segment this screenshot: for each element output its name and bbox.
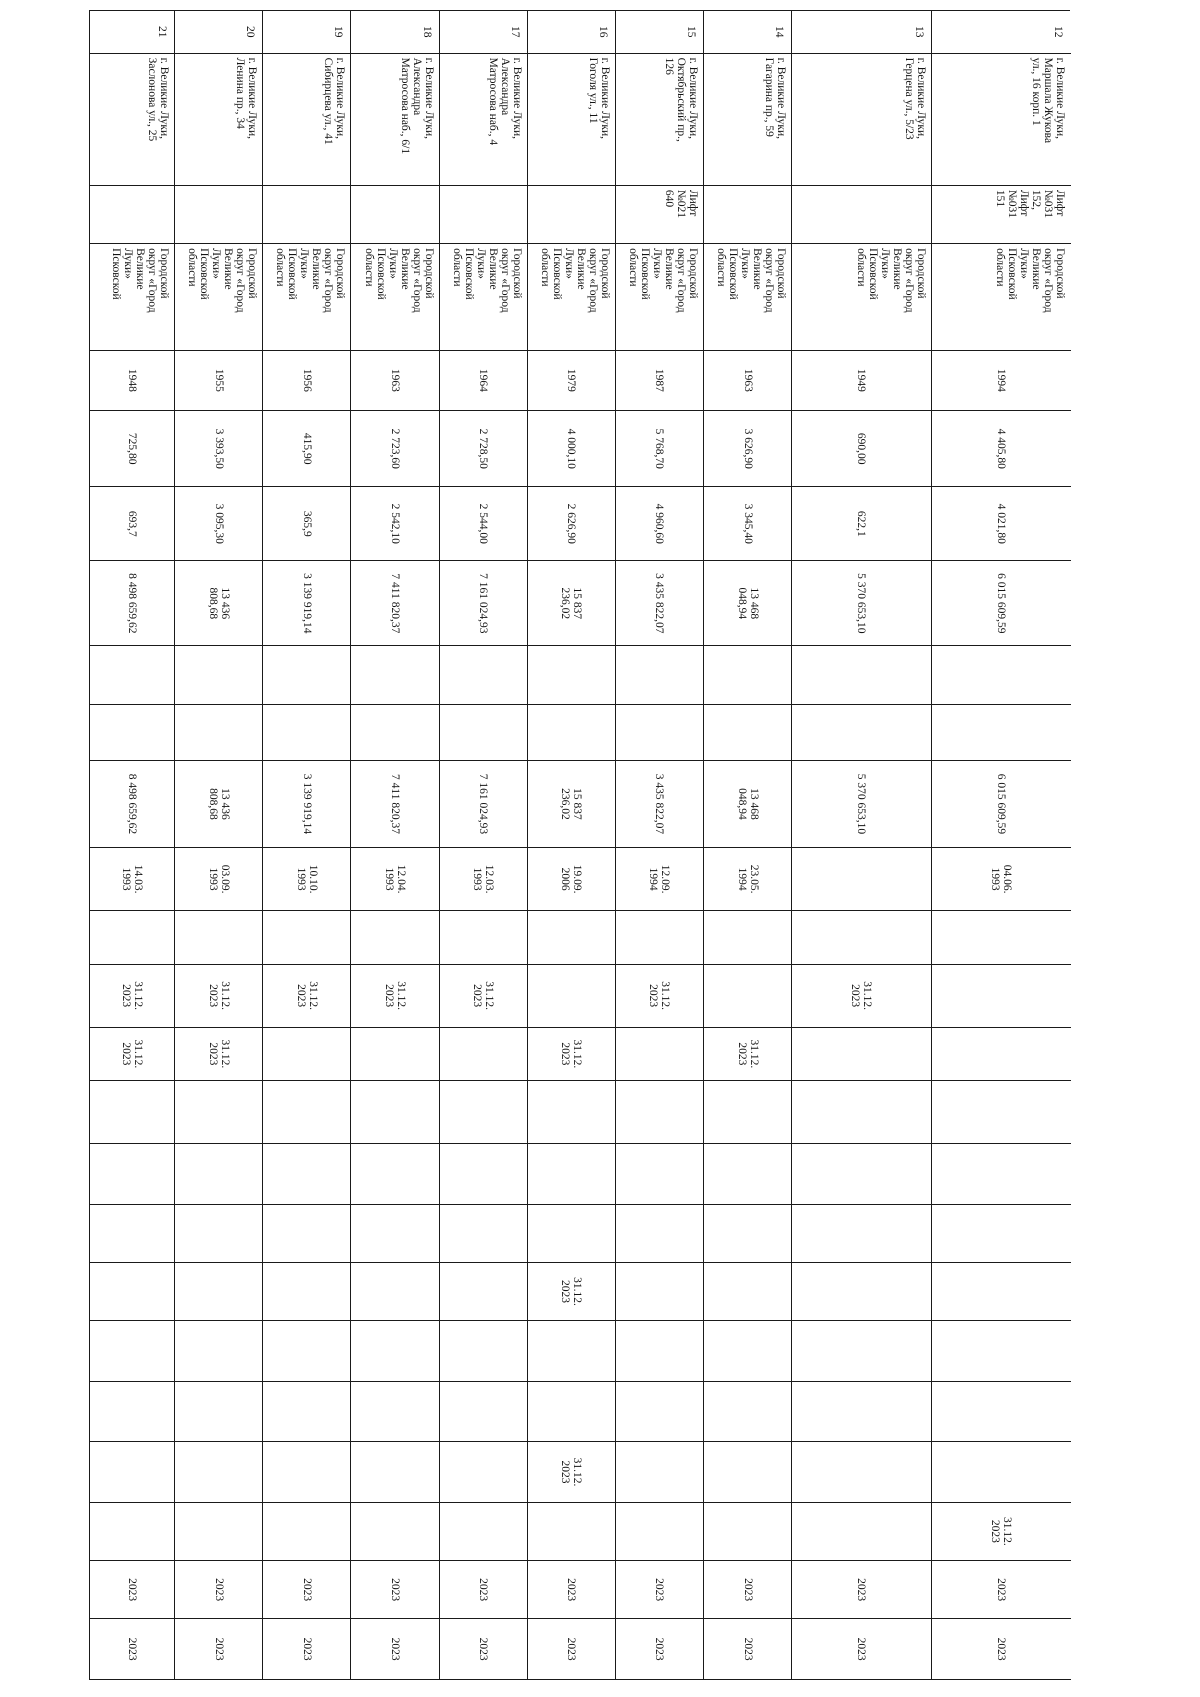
- empty-cell: [792, 1381, 931, 1442]
- deadline-cell: [704, 1442, 792, 1503]
- row-number: 19: [263, 11, 351, 54]
- total-area-cell: 5 768,70: [615, 411, 703, 487]
- row-number: 17: [439, 11, 527, 54]
- deadline-cell: 31.12. 2023: [792, 964, 931, 1027]
- cost-repeat-cell: 13 468 048,94: [704, 760, 792, 847]
- deadline-cell: [439, 1262, 527, 1320]
- deadline-cell: [263, 1442, 351, 1503]
- plan-year-cell: 2023: [704, 1619, 792, 1680]
- empty-cell: [704, 704, 792, 760]
- total-area-cell: 690,00: [792, 411, 931, 487]
- deadline-cell: [792, 1502, 931, 1560]
- lift-cell: [174, 185, 262, 243]
- address-cell: г. Великие Луки, Октябрьский пр., 126: [615, 53, 703, 185]
- table-row: [931, 11, 1070, 1680]
- empty-cell: [615, 1144, 703, 1205]
- empty-cell: [704, 1081, 792, 1144]
- empty-cell: [351, 704, 439, 760]
- owner-cell: Городской округ «Город Великие Луки» Псковской области: [931, 244, 1070, 350]
- date-cell: 23.05. 1994: [704, 848, 792, 911]
- empty-cell: [90, 1381, 175, 1442]
- deadline-cell: 31.12. 2023: [263, 964, 351, 1027]
- deadline-cell: [792, 1262, 931, 1320]
- empty-cell: [931, 646, 1070, 704]
- cost-cell: 7 411 820,37: [351, 561, 439, 646]
- cost-cell: 6 015 609,59: [931, 561, 1070, 646]
- empty-cell: [615, 1081, 703, 1144]
- plan-year-cell: 2023: [351, 1560, 439, 1618]
- rotated-table-container: [89, 10, 1071, 1680]
- living-area-cell: 3 095,30: [174, 487, 262, 561]
- plan-year-cell: 2023: [527, 1619, 615, 1680]
- deadline-cell: [90, 1442, 175, 1503]
- cost-repeat-cell: 3 435 822,07: [615, 760, 703, 847]
- lift-cell: [351, 185, 439, 243]
- lift-cell: [704, 185, 792, 243]
- empty-cell: [439, 704, 527, 760]
- empty-cell: [174, 910, 262, 964]
- empty-cell: [792, 910, 931, 964]
- empty-cell: [90, 1204, 175, 1262]
- empty-cell: [931, 1081, 1070, 1144]
- deadline-cell: 31.12. 2023: [174, 964, 262, 1027]
- row-number: 18: [351, 11, 439, 54]
- deadline-cell: [615, 1442, 703, 1503]
- date-cell: 14.03. 1993: [90, 848, 175, 911]
- deadline-cell: [931, 1027, 1070, 1081]
- living-area-cell: 693,7: [90, 487, 175, 561]
- year-cell: 1949: [792, 350, 931, 411]
- cost-repeat-cell: 6 015 609,59: [931, 760, 1070, 847]
- plan-year-cell: 2023: [615, 1619, 703, 1680]
- deadline-cell: [704, 1262, 792, 1320]
- empty-cell: [615, 1204, 703, 1262]
- empty-cell: [704, 1381, 792, 1442]
- living-area-cell: 622,1: [792, 487, 931, 561]
- lift-cell: Лифт №031 152, Лифт №031 151: [931, 185, 1070, 243]
- cost-repeat-cell: 7 411 820,37: [351, 760, 439, 847]
- table-row: [704, 11, 792, 1680]
- owner-cell: Городской округ «Город Великие Луки» Псковской области: [704, 244, 792, 350]
- date-cell: 10.10. 1993: [263, 848, 351, 911]
- deadline-cell: [263, 1502, 351, 1560]
- empty-cell: [615, 1381, 703, 1442]
- deadline-cell: [704, 964, 792, 1027]
- row-number: 20: [174, 11, 262, 54]
- owner-cell: Городской округ «Город Великие Луки» Псковской области: [439, 244, 527, 350]
- deadline-cell: [351, 1262, 439, 1320]
- living-area-cell: 2 544,00: [439, 487, 527, 561]
- plan-year-cell: 2023: [263, 1560, 351, 1618]
- empty-cell: [439, 1204, 527, 1262]
- owner-cell: Городской округ «Город Великие Луки» Псковской области: [174, 244, 262, 350]
- empty-cell: [351, 1321, 439, 1382]
- living-area-cell: 3 345,40: [704, 487, 792, 561]
- date-cell: [792, 848, 931, 911]
- plan-year-cell: 2023: [527, 1560, 615, 1618]
- address-cell: г. Великие Луки, Ленина пр., 34: [174, 53, 262, 185]
- lift-cell: [527, 185, 615, 243]
- lift-cell: Лифт №021 640: [615, 185, 703, 243]
- living-area-cell: 4 021,80: [931, 487, 1070, 561]
- deadline-cell: 31.12. 2023: [527, 1442, 615, 1503]
- deadline-cell: 31.12. 2023: [615, 964, 703, 1027]
- date-cell: 12.04. 1993: [351, 848, 439, 911]
- table-row: [174, 11, 262, 1680]
- empty-cell: [931, 1204, 1070, 1262]
- owner-cell: Городской округ «Город Великие Луки» Псковской области: [351, 244, 439, 350]
- empty-cell: [931, 1144, 1070, 1205]
- empty-cell: [931, 910, 1070, 964]
- empty-cell: [527, 1081, 615, 1144]
- row-number: 14: [704, 11, 792, 54]
- empty-cell: [527, 646, 615, 704]
- empty-cell: [263, 704, 351, 760]
- table-row: [263, 11, 351, 1680]
- owner-cell: Городской округ «Город Великие Луки» Псковской области: [263, 244, 351, 350]
- empty-cell: [263, 1144, 351, 1205]
- table-row: [527, 11, 615, 1680]
- cost-cell: 3 435 822,07: [615, 561, 703, 646]
- deadline-cell: 31.12. 2023: [90, 964, 175, 1027]
- empty-cell: [704, 646, 792, 704]
- row-number: 12: [931, 11, 1070, 54]
- empty-cell: [792, 1204, 931, 1262]
- row-number: 21: [90, 11, 175, 54]
- plan-year-cell: 2023: [792, 1619, 931, 1680]
- address-cell: г. Великие Луки, Гоголя ул., 11: [527, 53, 615, 185]
- empty-cell: [351, 1144, 439, 1205]
- deadline-cell: [792, 1442, 931, 1503]
- table-row: [792, 11, 931, 1680]
- row-number: 13: [792, 11, 931, 54]
- empty-cell: [439, 1381, 527, 1442]
- deadline-cell: 31.12. 2023: [90, 1027, 175, 1081]
- empty-cell: [174, 1144, 262, 1205]
- empty-cell: [263, 910, 351, 964]
- plan-year-cell: 2023: [174, 1560, 262, 1618]
- empty-cell: [527, 1204, 615, 1262]
- plan-year-cell: 2023: [792, 1560, 931, 1618]
- date-cell: 12.09. 1994: [615, 848, 703, 911]
- year-cell: 1987: [615, 350, 703, 411]
- deadline-cell: [931, 1442, 1070, 1503]
- address-cell: г. Великие Луки, Сибирцева ул., 41: [263, 53, 351, 185]
- date-cell: 04.06. 1993: [931, 848, 1070, 911]
- total-area-cell: 3 626,90: [704, 411, 792, 487]
- lift-cell: [792, 185, 931, 243]
- address-cell: г. Великие Луки, Гагарина пр., 59: [704, 53, 792, 185]
- empty-cell: [263, 1204, 351, 1262]
- empty-cell: [792, 1144, 931, 1205]
- address-cell: г. Великие Луки, Александра Матросова наб., 4: [439, 53, 527, 185]
- address-cell: г. Великие Луки, Маршала Жукова ул., 16 корп. 1: [931, 53, 1070, 185]
- deadline-cell: [615, 1027, 703, 1081]
- total-area-cell: 415,90: [263, 411, 351, 487]
- plan-year-cell: 2023: [704, 1560, 792, 1618]
- empty-cell: [615, 910, 703, 964]
- plan-year-cell: 2023: [931, 1560, 1070, 1618]
- date-cell: 12.03. 1993: [439, 848, 527, 911]
- deadline-cell: [931, 1262, 1070, 1320]
- empty-cell: [174, 1381, 262, 1442]
- total-area-cell: 725,80: [90, 411, 175, 487]
- empty-cell: [527, 704, 615, 760]
- year-cell: 1963: [351, 350, 439, 411]
- address-cell: г. Великие Луки, Александра Матросова наб., 6/1: [351, 53, 439, 185]
- address-cell: г. Великие Луки, Герцена ул., 5/23: [792, 53, 931, 185]
- total-area-cell: 3 393,50: [174, 411, 262, 487]
- deadline-cell: [439, 1442, 527, 1503]
- table-row: [351, 11, 439, 1680]
- year-cell: 1963: [704, 350, 792, 411]
- deadline-cell: [792, 1027, 931, 1081]
- year-cell: 1948: [90, 350, 175, 411]
- empty-cell: [439, 1321, 527, 1382]
- year-cell: 1956: [263, 350, 351, 411]
- date-cell: 03.09. 1993: [174, 848, 262, 911]
- deadline-cell: [351, 1502, 439, 1560]
- empty-cell: [174, 1081, 262, 1144]
- empty-cell: [792, 1081, 931, 1144]
- row-number: 15: [615, 11, 703, 54]
- empty-cell: [263, 1381, 351, 1442]
- deadline-cell: [527, 1502, 615, 1560]
- cost-repeat-cell: 7 161 024,93: [439, 760, 527, 847]
- plan-year-cell: 2023: [174, 1619, 262, 1680]
- cost-repeat-cell: 15 837 236,02: [527, 760, 615, 847]
- plan-year-cell: 2023: [263, 1619, 351, 1680]
- empty-cell: [90, 646, 175, 704]
- plan-year-cell: 2023: [439, 1560, 527, 1618]
- cost-cell: 5 370 653,10: [792, 561, 931, 646]
- cost-cell: 3 139 919,14: [263, 561, 351, 646]
- cost-cell: 13 468 048,94: [704, 561, 792, 646]
- cost-cell: 8 498 659,62: [90, 561, 175, 646]
- empty-cell: [90, 704, 175, 760]
- cost-cell: 15 837 236,02: [527, 561, 615, 646]
- deadline-cell: [351, 1442, 439, 1503]
- empty-cell: [615, 646, 703, 704]
- deadline-cell: 31.12. 2023: [351, 964, 439, 1027]
- empty-cell: [615, 1321, 703, 1382]
- plan-year-cell: 2023: [615, 1560, 703, 1618]
- deadline-cell: [931, 964, 1070, 1027]
- empty-cell: [174, 1321, 262, 1382]
- table-body: [90, 11, 1071, 1680]
- empty-cell: [527, 910, 615, 964]
- empty-cell: [792, 1321, 931, 1382]
- plan-year-cell: 2023: [931, 1619, 1070, 1680]
- empty-cell: [90, 1144, 175, 1205]
- empty-cell: [439, 1144, 527, 1205]
- deadline-cell: [615, 1502, 703, 1560]
- deadline-cell: 31.12. 2023: [527, 1027, 615, 1081]
- deadline-cell: [351, 1027, 439, 1081]
- empty-cell: [351, 1381, 439, 1442]
- plan-year-cell: 2023: [439, 1619, 527, 1680]
- deadline-cell: [704, 1502, 792, 1560]
- empty-cell: [263, 646, 351, 704]
- deadline-cell: [615, 1262, 703, 1320]
- year-cell: 1994: [931, 350, 1070, 411]
- date-cell: 19.09. 2006: [527, 848, 615, 911]
- deadline-cell: [90, 1262, 175, 1320]
- year-cell: 1955: [174, 350, 262, 411]
- empty-cell: [931, 1321, 1070, 1382]
- empty-cell: [704, 1321, 792, 1382]
- empty-cell: [792, 646, 931, 704]
- cost-repeat-cell: 13 436 808,68: [174, 760, 262, 847]
- deadline-cell: [174, 1262, 262, 1320]
- row-number: 16: [527, 11, 615, 54]
- empty-cell: [439, 646, 527, 704]
- deadline-cell: [263, 1027, 351, 1081]
- deadline-cell: [174, 1442, 262, 1503]
- owner-cell: Городской округ «Город Великие Луки» Псковской: [90, 244, 175, 350]
- empty-cell: [263, 1321, 351, 1382]
- deadline-cell: [174, 1502, 262, 1560]
- empty-cell: [527, 1144, 615, 1205]
- table-row: [439, 11, 527, 1680]
- empty-cell: [174, 704, 262, 760]
- deadline-cell: [527, 964, 615, 1027]
- empty-cell: [931, 1381, 1070, 1442]
- living-area-cell: 2 626,90: [527, 487, 615, 561]
- plan-year-cell: 2023: [351, 1619, 439, 1680]
- total-area-cell: 2 728,50: [439, 411, 527, 487]
- lift-cell: [263, 185, 351, 243]
- empty-cell: [615, 704, 703, 760]
- deadline-cell: [263, 1262, 351, 1320]
- empty-cell: [174, 1204, 262, 1262]
- plan-year-cell: 2023: [90, 1619, 175, 1680]
- empty-cell: [527, 1321, 615, 1382]
- year-cell: 1964: [439, 350, 527, 411]
- cost-repeat-cell: 5 370 653,10: [792, 760, 931, 847]
- cost-repeat-cell: 3 139 919,14: [263, 760, 351, 847]
- empty-cell: [792, 704, 931, 760]
- housing-registry-table: [89, 10, 1071, 1680]
- deadline-cell: 31.12. 2023: [931, 1502, 1070, 1560]
- living-area-cell: 2 542,10: [351, 487, 439, 561]
- table-row: [90, 11, 175, 1680]
- total-area-cell: 4 000,10: [527, 411, 615, 487]
- empty-cell: [174, 646, 262, 704]
- deadline-cell: [439, 1027, 527, 1081]
- empty-cell: [704, 910, 792, 964]
- total-area-cell: 2 723,60: [351, 411, 439, 487]
- address-cell: г. Великие Луки, Заслонова ул., 25: [90, 53, 175, 185]
- empty-cell: [704, 1144, 792, 1205]
- empty-cell: [527, 1381, 615, 1442]
- empty-cell: [351, 1204, 439, 1262]
- deadline-cell: [90, 1502, 175, 1560]
- empty-cell: [351, 646, 439, 704]
- cost-cell: 7 161 024,93: [439, 561, 527, 646]
- deadline-cell: 31.12. 2023: [439, 964, 527, 1027]
- cost-repeat-cell: 8 498 659,62: [90, 760, 175, 847]
- deadline-cell: 31.12. 2023: [174, 1027, 262, 1081]
- table-row: [615, 11, 703, 1680]
- owner-cell: Городской округ «Город Великие Луки» Псковской области: [792, 244, 931, 350]
- year-cell: 1979: [527, 350, 615, 411]
- living-area-cell: 4 960,60: [615, 487, 703, 561]
- empty-cell: [351, 1081, 439, 1144]
- deadline-cell: [439, 1502, 527, 1560]
- owner-cell: Городской округ «Город Великие Луки» Псковской области: [615, 244, 703, 350]
- empty-cell: [439, 910, 527, 964]
- empty-cell: [704, 1204, 792, 1262]
- empty-cell: [931, 704, 1070, 760]
- empty-cell: [90, 1321, 175, 1382]
- empty-cell: [351, 910, 439, 964]
- empty-cell: [439, 1081, 527, 1144]
- empty-cell: [90, 1081, 175, 1144]
- owner-cell: Городской округ «Город Великие Луки» Псковской области: [527, 244, 615, 350]
- lift-cell: [439, 185, 527, 243]
- living-area-cell: 365,9: [263, 487, 351, 561]
- deadline-cell: 31.12. 2023: [527, 1262, 615, 1320]
- lift-cell: [90, 185, 175, 243]
- deadline-cell: 31.12. 2023: [704, 1027, 792, 1081]
- cost-cell: 13 436 808,68: [174, 561, 262, 646]
- plan-year-cell: 2023: [90, 1560, 175, 1618]
- total-area-cell: 4 405,80: [931, 411, 1070, 487]
- empty-cell: [263, 1081, 351, 1144]
- empty-cell: [90, 910, 175, 964]
